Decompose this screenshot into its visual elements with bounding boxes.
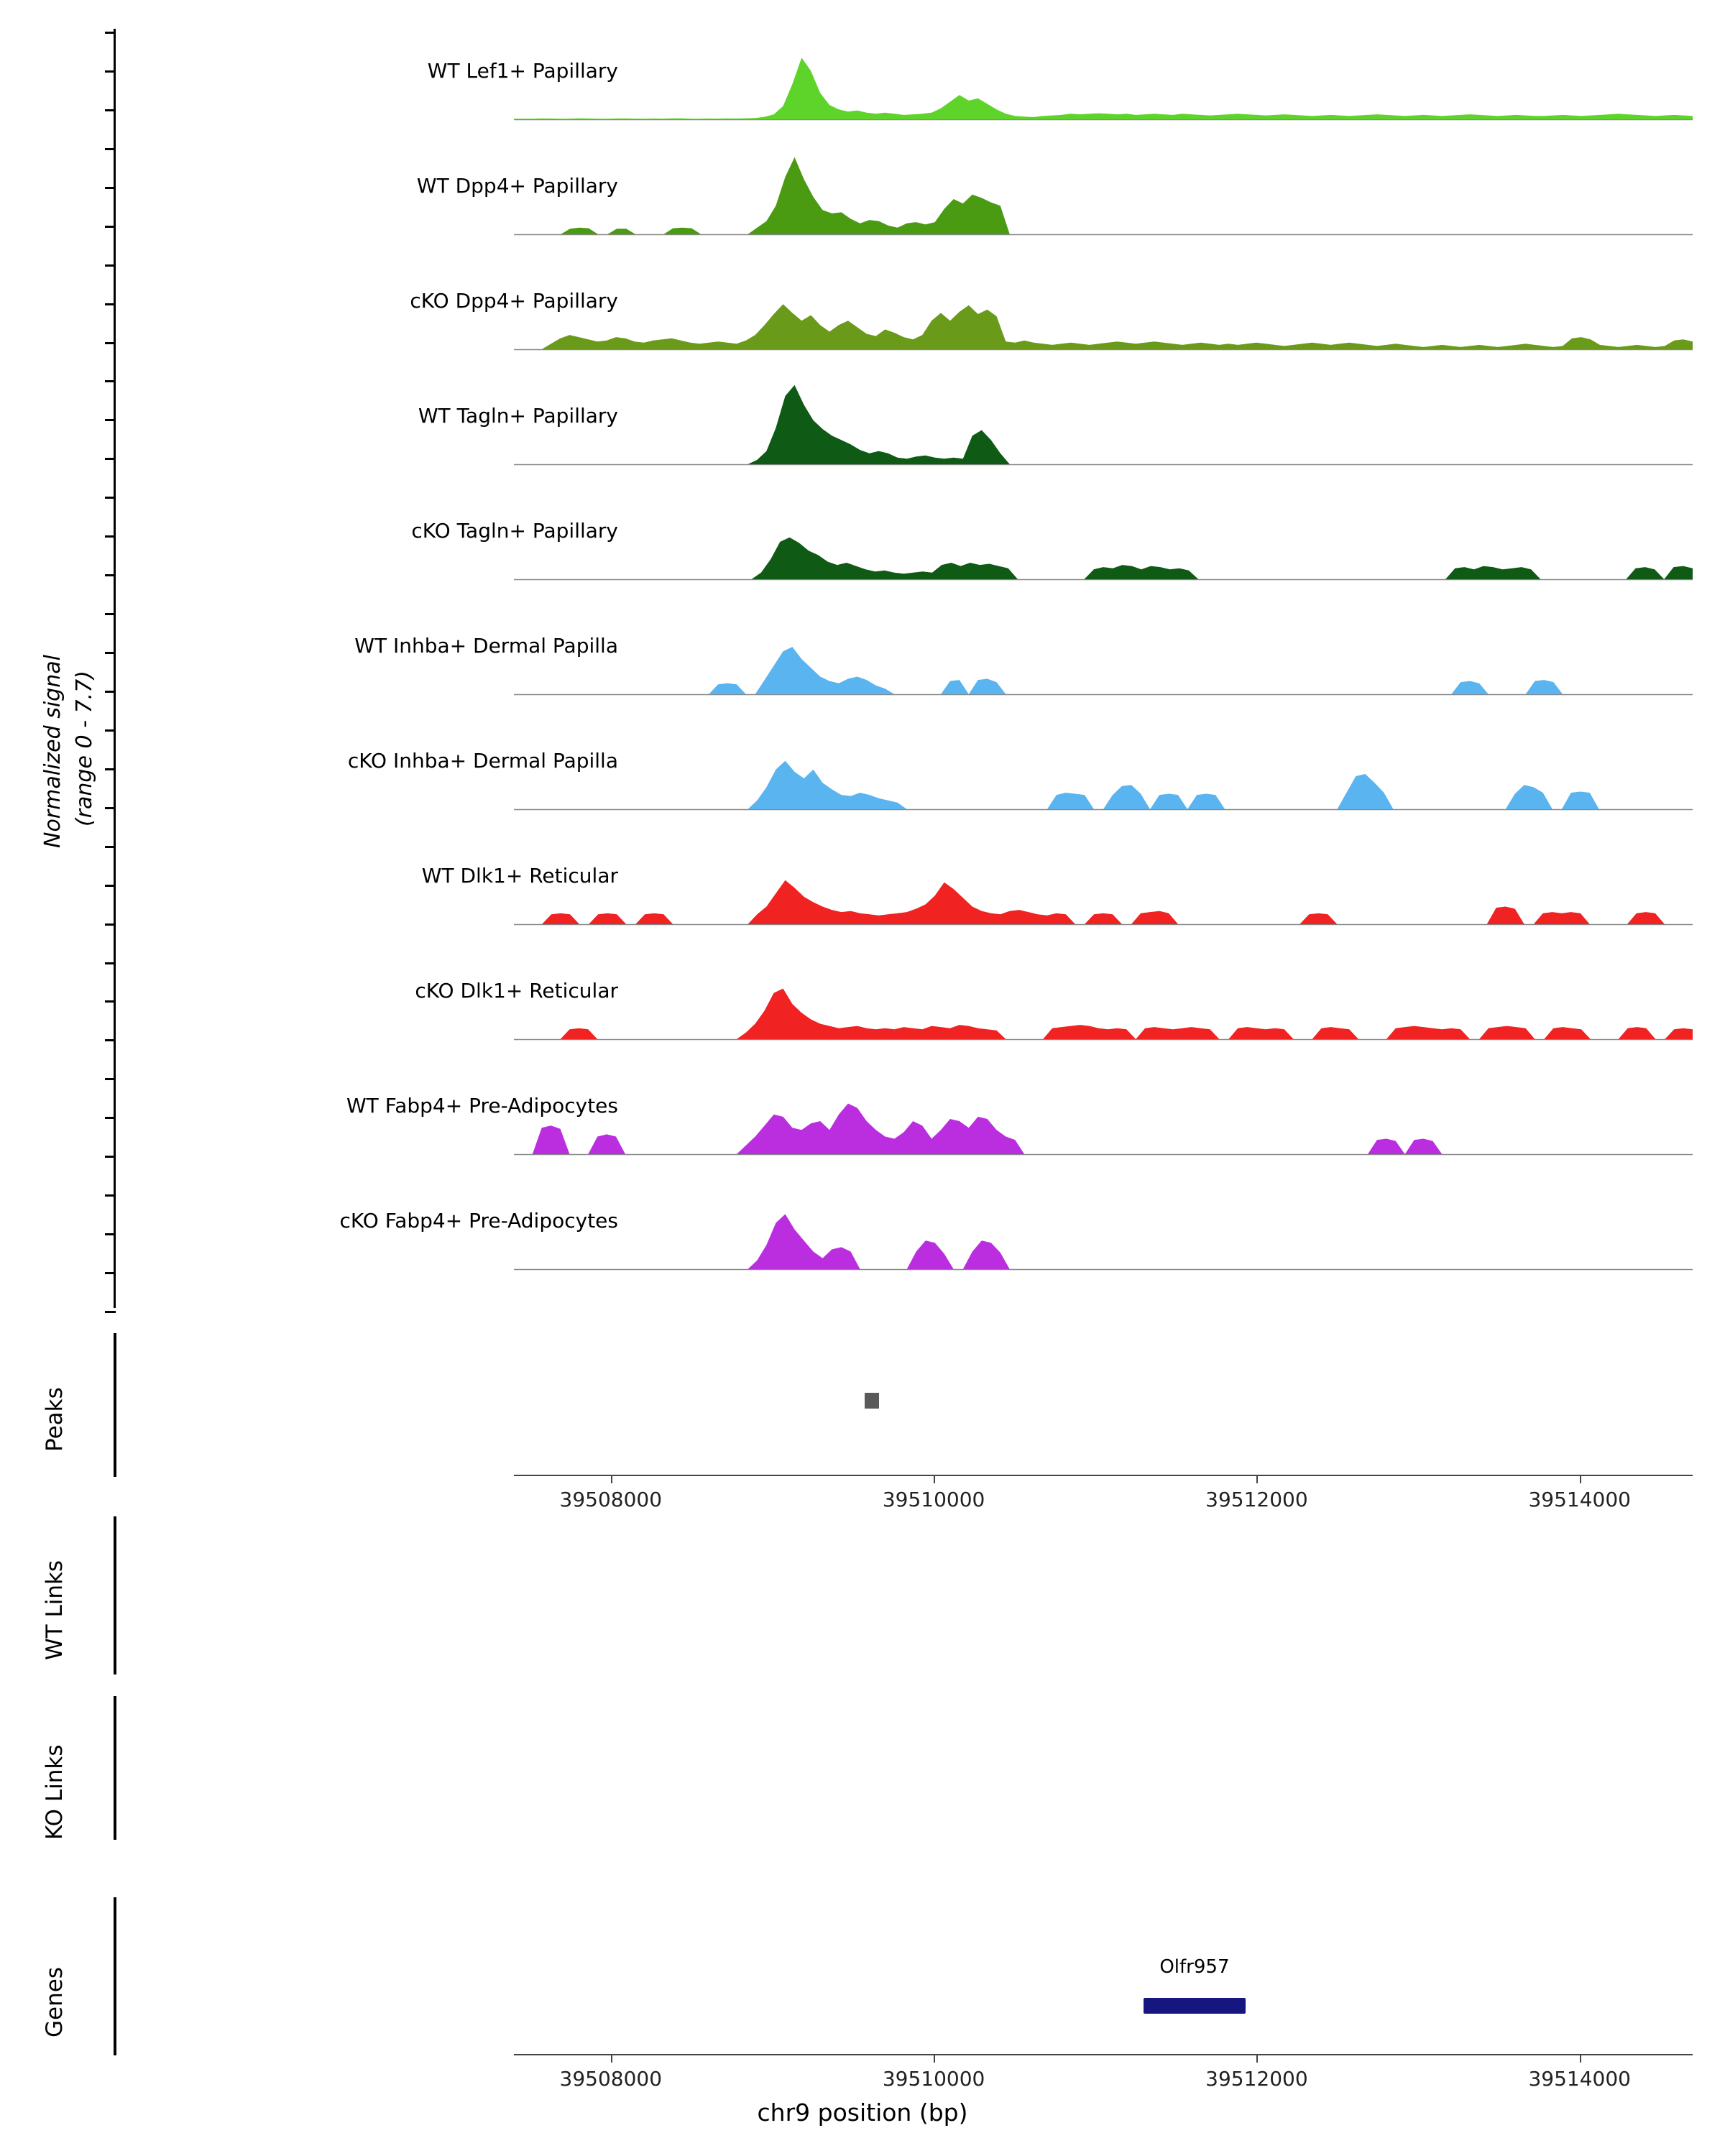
track-label: cKO Dlk1+ Reticular [415,979,618,1003]
wt-links-section-label: WT Links [42,1560,68,1660]
track-plot [514,724,1693,839]
peak-marker [865,1393,879,1409]
y-axis-tick [105,1311,116,1313]
track-label: WT Tagln+ Papillary [418,404,618,428]
signal-track [0,34,1725,149]
x-axis-tick-label: 39512000 [1205,1488,1308,1511]
x-axis-tick [934,1475,935,1483]
x-axis-tick [934,2054,935,2063]
x-axis-tick [1580,1475,1581,1483]
gene-label: Olfr957 [1159,1956,1230,1978]
genes-section-label: Genes [42,1967,68,2037]
x-axis-tick [1580,2054,1581,2063]
track-label: cKO Fabp4+ Pre-Adipocytes [339,1209,618,1233]
track-plot [514,609,1693,724]
gene-body[interactable] [1144,1998,1246,2014]
x-axis-tick-label: 39514000 [1528,2067,1631,2091]
x-axis-tick [611,1475,612,1483]
x-axis-tick [611,2054,612,2063]
track-label: cKO Inhba+ Dermal Papilla [347,749,618,773]
signal-track [0,264,1725,379]
track-label: cKO Tagln+ Papillary [411,519,618,543]
track-plot [514,954,1693,1069]
x-axis-tick-label: 39510000 [882,1488,985,1511]
ko-links-section-label: KO Links [42,1744,68,1840]
wt-links-spine [114,1516,116,1674]
y-axis-tick [105,32,116,34]
signal-track [0,1069,1725,1184]
signal-track [0,724,1725,839]
track-plot [514,264,1693,379]
track-plot [514,1069,1693,1184]
track-label: cKO Dpp4+ Papillary [410,289,618,313]
peaks-spine [114,1333,116,1477]
x-axis-tick-label: 39510000 [882,2067,985,2091]
track-plot [514,839,1693,954]
signal-track [0,1184,1725,1299]
genes-spine [114,1897,116,2055]
track-label: WT Fabp4+ Pre-Adipocytes [346,1094,618,1118]
y-axis-label-line1: Normalized signal [40,655,65,848]
signal-track [0,839,1725,954]
x-axis-tick [1256,2054,1258,2063]
x-axis-title: chr9 position (bp) [757,2099,968,2127]
signal-track [0,379,1725,494]
signal-track [0,609,1725,724]
track-plot [514,1184,1693,1299]
signal-track [0,149,1725,264]
signal-track [0,954,1725,1069]
x-axis-tick [1256,1475,1258,1483]
x-axis-tick-label: 39514000 [1528,1488,1631,1511]
track-label: WT Lef1+ Papillary [427,59,618,83]
x-axis-tick-label: 39512000 [1205,2067,1308,2091]
signal-track [0,494,1725,609]
x-axis-tick-label: 39508000 [559,1488,663,1511]
x-axis-top [514,1475,1693,1476]
track-plot [514,149,1693,264]
ko-links-spine [114,1696,116,1840]
y-axis-label-line2: (range 0 - 7.7) [72,671,97,826]
track-label: WT Dpp4+ Papillary [416,174,618,198]
peaks-section-label: Peaks [42,1387,68,1452]
track-plot [514,34,1693,149]
x-axis-bottom [514,2054,1693,2055]
track-plot [514,379,1693,494]
x-axis-tick-label: 39508000 [559,2067,663,2091]
track-plot [514,494,1693,609]
track-label: WT Dlk1+ Reticular [421,864,618,888]
track-label: WT Inhba+ Dermal Papilla [354,634,618,658]
